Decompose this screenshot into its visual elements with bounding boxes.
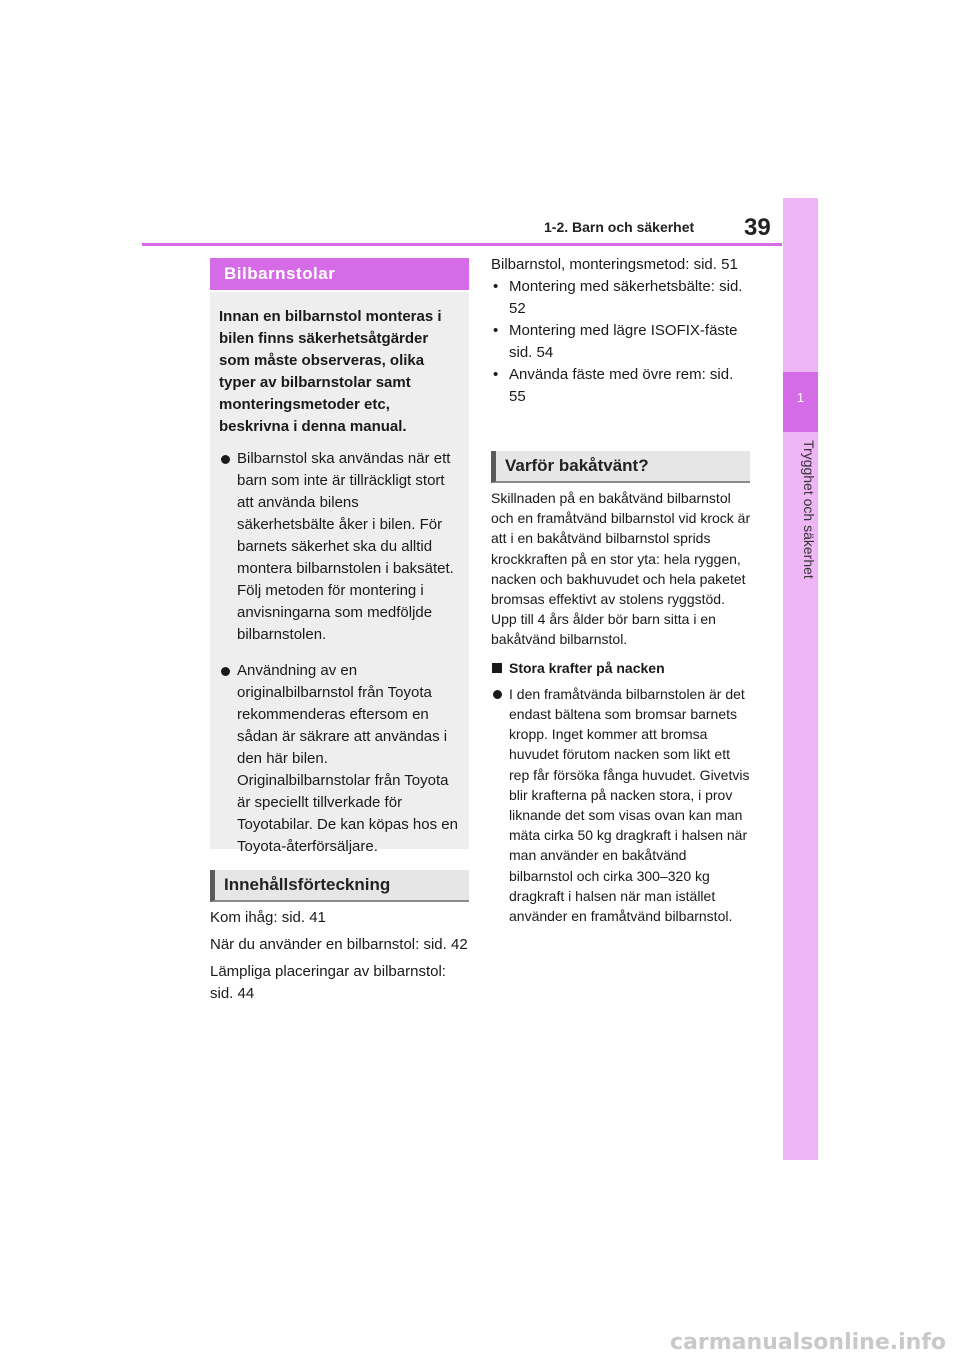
bullet-dot-icon [221, 455, 230, 464]
toc-entry[interactable]: Lämpliga placeringar av bilbarnstol: sid. 44 [210, 963, 446, 1002]
body-paragraph: Skillnaden på en bakåtvänd bilbarnstol och en framåtvänd bilbarnstol vid krock är att i en bakåtvänd bilbarnstol sprids krockkraften på en stor yta: hela ryggen, nacken och bakhuvudet och hela paketet bromsas effektivt av stolens ryggstöd. Upp till 4 års ålder bör barn sitta i en bakåtvänd bilbarnstol. [491, 490, 751, 648]
toc-sub-entry[interactable]: • Montering med säkerhetsbälte: sid. 52 [493, 278, 743, 317]
header-divider [142, 243, 782, 246]
section-reference: 1-2. Barn och säkerhet [544, 219, 695, 235]
list-item-text: Bilbarnstol ska användas när ett barn som inte är tillräckligt stort att använda bilens säkerhetsbälte åker i bilen. För barnets säkerhet ska du alltid montera bilbarnstolen i baksätet. Följ metoden för montering i anvisningarna som medföljde bilbarnstolen. [237, 450, 454, 643]
bullet-icon: • [493, 322, 499, 339]
bullet-icon: • [493, 366, 499, 383]
intro-text: Innan en bilbarnstol monteras i bilen finns säkerhetsåtgärder som måste observeras, olika typer av bilbarnstolar samt monteringsmetoder etc, beskrivna i denna manual. [219, 308, 442, 435]
toc-continued [491, 254, 753, 408]
bullet-dot-icon [221, 667, 230, 676]
bullet-icon: • [493, 278, 499, 295]
intro-box [210, 292, 469, 855]
page-number: 39 [744, 214, 771, 241]
subheading: Stora krafter på nacken [491, 658, 753, 678]
chapter-side-tab [783, 198, 818, 1160]
chapter-title: Trygghet och säkerhet [801, 440, 817, 579]
toc-sub-entry[interactable]: • Montering med lägre ISOFIX-fäste sid. 54 [493, 322, 738, 361]
list-item [219, 660, 460, 858]
list-item [491, 684, 753, 926]
bullet-dot-icon [493, 690, 502, 699]
square-bullet-icon [492, 663, 502, 673]
list-item [219, 448, 460, 646]
list-item-text: I den framåtvända bilbarnstolen är det endast bältena som bromsar barnets kropp. Inget kommer att bromsa huvudet förutom nacken som likt ett rep får försöka fånga huvudet. Givetvis blir krafterna på nacken stora, i prov liknande det som visas ovan kan man mäta cirka 50 kg dragkraft i halsen när man använder en bakåtvänd bilbarnstol och cirka 300–320 kg dragkraft i halsen när man istället använder en framåtvänd bilbarnstol. [509, 685, 750, 925]
list-item-text: Användning av en originalbilbarnstol från Toyota rekommenderas eftersom en sådan är säkrare att användas i den här bilen. Originalbilbarnstolar från Toyota är speciellt tillverkade för Toyotabilar. De kan köpas hos en Toyota-återförsäljare. [237, 662, 458, 855]
toc-heading: Innehållsförteckning [210, 870, 469, 902]
watermark [0, 1328, 960, 1358]
section-heading-varfor-bakatvant: Varför bakåtvänt? [491, 451, 750, 483]
watermark-text: carmanualsonline.info [670, 1330, 946, 1355]
toc-entry[interactable]: Bilbarnstol, monteringsmetod: sid. 51 [491, 256, 738, 273]
rear-facing-explanation [491, 488, 753, 926]
toc-list [210, 907, 472, 1010]
toc-entry[interactable]: När du använder en bilbarnstol: sid. 42 [210, 936, 468, 953]
section-heading-bilbarnstolar: Bilbarnstolar [210, 258, 469, 290]
toc-sub-entry[interactable]: • Använda fäste med övre rem: sid. 55 [493, 366, 734, 405]
toc-entry[interactable]: Kom ihåg: sid. 41 [210, 909, 326, 926]
chapter-number: 1 [796, 390, 805, 405]
